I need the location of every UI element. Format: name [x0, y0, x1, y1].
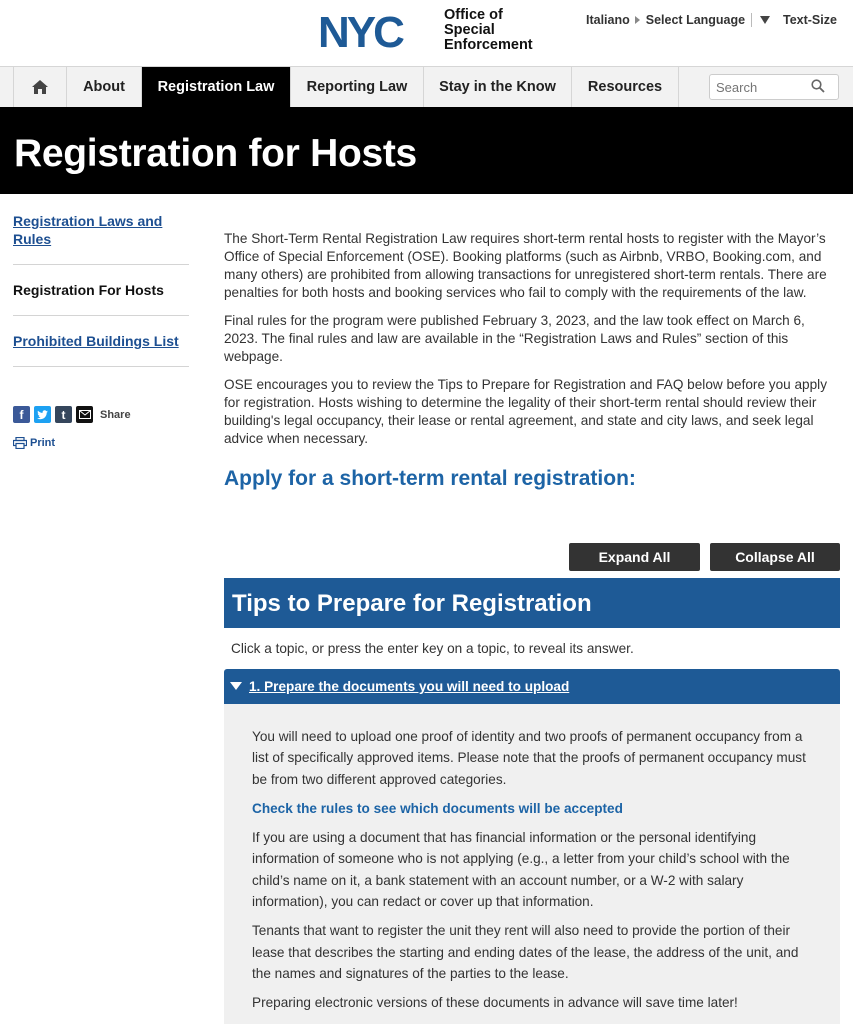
nav-resources[interactable]: Resources — [572, 67, 679, 107]
site-header — [0, 0, 853, 66]
expand-all-button[interactable]: Expand All — [569, 543, 700, 571]
nav-home[interactable] — [13, 67, 67, 107]
share-bar — [13, 406, 131, 423]
page-title: Registration for Hosts — [14, 132, 417, 175]
sidebar-divider — [13, 264, 189, 265]
advice-paragraph: OSE encourages you to review the Tips to Prepare for Registration and FAQ below before you apply for registration. Hosts wishing to determine the legality of their short-term rental should review their building's legal occupancy, their lease or rental agreement, and state and city laws, and seek legal advice when necessary. — [224, 377, 827, 446]
sidebar-divider — [13, 315, 189, 316]
facebook-icon[interactable]: f — [13, 406, 30, 423]
page-title-band — [0, 107, 853, 194]
sidebar-item-prohibited-buildings[interactable]: Prohibited Buildings List — [13, 333, 179, 349]
twitter-icon[interactable] — [34, 406, 51, 423]
sidebar-divider — [13, 366, 189, 367]
collapse-all-button[interactable]: Collapse All — [710, 543, 840, 571]
main-content — [224, 230, 836, 458]
sidebar-item-registration-laws[interactable]: Registration Laws and Rules — [13, 213, 163, 247]
accordion-paragraph: Tenants that want to register the unit they rent will also need to provide the portion of their lease that describes the starting and ending dates of the lease, the address of the unit, and the names and signatures of the parties to the lease. — [252, 923, 799, 981]
language-italiano[interactable]: Italiano — [586, 13, 630, 27]
tips-section-header — [224, 578, 840, 628]
check-rules-link[interactable]: Check the rules to see which documents will be accepted — [252, 800, 623, 816]
caret-down-icon[interactable] — [760, 16, 770, 24]
sidebar-item-current[interactable]: Registration For Hosts — [13, 282, 164, 298]
intro-paragraph: The Short-Term Rental Registration Law requires short-term rental hosts to register with the Mayor’s Office of Special Enforcement (OSE). Booking platforms (such as Airbnb, VRBO, Booking.com, and many others) are prohibited from allowing transactions for unregistered short-term rentals. There are penalties for both hosts and booking services who fail to comply with the requirements of the law. — [224, 231, 827, 300]
nyc-logo-mark — [318, 11, 436, 51]
share-label[interactable]: Share — [100, 408, 131, 421]
search-icon[interactable] — [811, 79, 825, 93]
tips-title: Tips to Prepare for Registration — [232, 590, 592, 617]
accordion-paragraph: Preparing electronic versions of these documents in advance will save time later! — [252, 995, 738, 1011]
nav-registration-law[interactable]: Registration Law — [142, 67, 291, 107]
email-icon[interactable] — [76, 406, 93, 423]
accordion-title[interactable]: 1. Prepare the documents you will need to upload — [249, 679, 570, 694]
accordion-paragraph: You will need to upload one proof of identity and two proofs of permanent occupancy from a list of specifically approved items. Please note that the proofs of permanent occupancy must be from two different approved categories. — [252, 729, 806, 787]
logo-word: NYC — [318, 10, 402, 51]
accordion-body — [224, 704, 840, 1024]
caret-down-icon — [230, 682, 242, 690]
nav-reporting-law[interactable]: Reporting Law — [291, 67, 424, 107]
divider — [751, 13, 752, 27]
home-icon — [31, 79, 49, 95]
nav-about[interactable]: About — [67, 67, 142, 107]
apply-heading: Apply for a short-term rental registration: — [224, 467, 636, 490]
nav-stay-in-the-know[interactable]: Stay in the Know — [424, 67, 572, 107]
language-selector[interactable] — [586, 13, 770, 27]
nyc-logo[interactable] — [318, 8, 533, 53]
text-size-button[interactable]: Text-Size — [783, 13, 837, 27]
rules-paragraph: Final rules for the program were published February 3, 2023, and the law took effect on March 6, 2023. The final rules and law are available in the “Registration Laws and Rules” section of this webpage. — [224, 313, 805, 364]
select-language-label[interactable]: Select Language — [645, 13, 746, 27]
sidebar — [13, 212, 189, 383]
accordion-paragraph: If you are using a document that has financial information or the personal identifying information of someone who is not applying (e.g., a letter from your child’s school with the child’s name on it, a bank statement with an account number, or a W-2 with salary information), you can redact or cover up that information. — [252, 830, 790, 910]
main-nav — [0, 66, 853, 107]
accordion-item-documents[interactable] — [224, 669, 840, 704]
print-link[interactable] — [13, 437, 55, 449]
print-label: Print — [30, 437, 56, 449]
office-name: Office of Special Enforcement — [444, 7, 533, 53]
tumblr-icon[interactable]: t — [55, 406, 72, 423]
printer-icon — [13, 437, 27, 449]
arrow-right-icon — [635, 16, 640, 24]
accordion-instruction: Click a topic, or press the enter key on a topic, to reveal its answer. — [231, 641, 634, 656]
